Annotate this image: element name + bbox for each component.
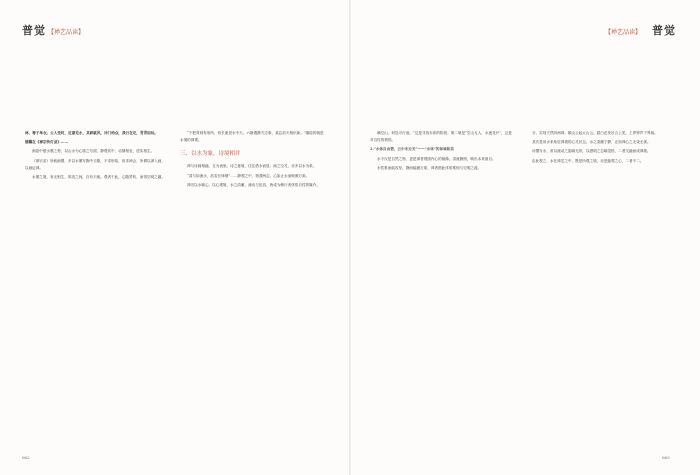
right-col1-p2: 水不仅是自然之物，更是禅者观照内心的镜像。清流静照，映出本来面目。	[377, 156, 496, 161]
left-col1-p5: 水墨之境，有无相生，浓淡之间，自有天地。观者于此，心随景转，而得空明之趣。	[32, 175, 165, 180]
left-col2-p2: 禅与诗画相融，互为表里。诗之意境，往往借水而显；画之空灵，亦多以水为象。	[187, 164, 317, 169]
right-col1-p1: 满空山，何处寻行迹。”这是寻找本体的阶段；第二境是“空山无人，水流花开”，这是对自性的顿悟。	[370, 131, 512, 143]
left-col1-p3: 画卷中借水墨之势，以山水为心境之写照，静观其中，动静相宜，虚实相生。	[32, 149, 155, 154]
right-col-2	[525, 130, 675, 167]
left-col-2	[180, 130, 325, 191]
left-col2-p1: “于把青林有形所，恒长流见水中天。六斯遇静方边事，莫忘前天相识新。”描绘的就是水境的禅观。	[180, 131, 324, 143]
left-col1-p2: 德馨在《禅宗传灯录》……	[25, 140, 69, 145]
right-col2-p2: 其次是用水来象征禅境的心灵状态。水之清澈宁静，正如禅心之无染无著。	[532, 140, 651, 145]
right-col1-sub: 2.“水体自由碧，云中未无关”——“水体”的体味和美	[370, 147, 454, 152]
section-heading: 三、以水为象，诗境相并	[180, 151, 241, 158]
left-col1-p1: 林，鸯子单衣。公人变时，近蒙见水，其碎就风，冲门给众，我日在定，青青如玩。	[25, 131, 158, 135]
left-logo: 普觉	[22, 24, 46, 37]
left-column-label: 【禅艺品读】	[48, 29, 85, 36]
right-col1-p3: 水性柔而能攻坚，静而能涵万象，禅者借此体悟柔韧与空明之道。	[377, 165, 482, 170]
left-col-1	[25, 130, 165, 183]
left-folio: 062	[22, 455, 30, 460]
left-col2-p3: “清与如流水，浩若长烽烟”……静观之中，物我两忘，心如止水而映照万象。	[187, 173, 310, 178]
right-col2-p1: 分，实则天然四两禅，顺山云起太山云。碧白花发后合上见，上界钟声下界闻。	[532, 131, 658, 135]
left-col2-p4: 禅宗以水喻心，以心观境，水之清澈、流动与包容，皆成为修行者体悟自性的媒介。	[187, 182, 320, 187]
right-folio: 063	[662, 455, 670, 460]
left-col1-p4: 《禅宗录》所载画僧，多以水墨写胸中丘壑，不求形似，但求神会，所谓以禅入画，以画证禅。	[25, 158, 165, 170]
right-col2-p3: 诗僧写水，常以流动之姿喻无常，以澄明之态喻觉悟，二者交融而成禅境。	[532, 149, 651, 154]
right-col2-p4: 由此观之，水在禅艺之中，既是所观之境，亦是能观之心，二者不二。	[532, 158, 644, 163]
right-logo: 普觉	[652, 24, 676, 37]
right-col-1	[370, 130, 515, 174]
gutter	[349, 0, 351, 475]
right-column-label: 【禅艺品读】	[605, 29, 642, 36]
